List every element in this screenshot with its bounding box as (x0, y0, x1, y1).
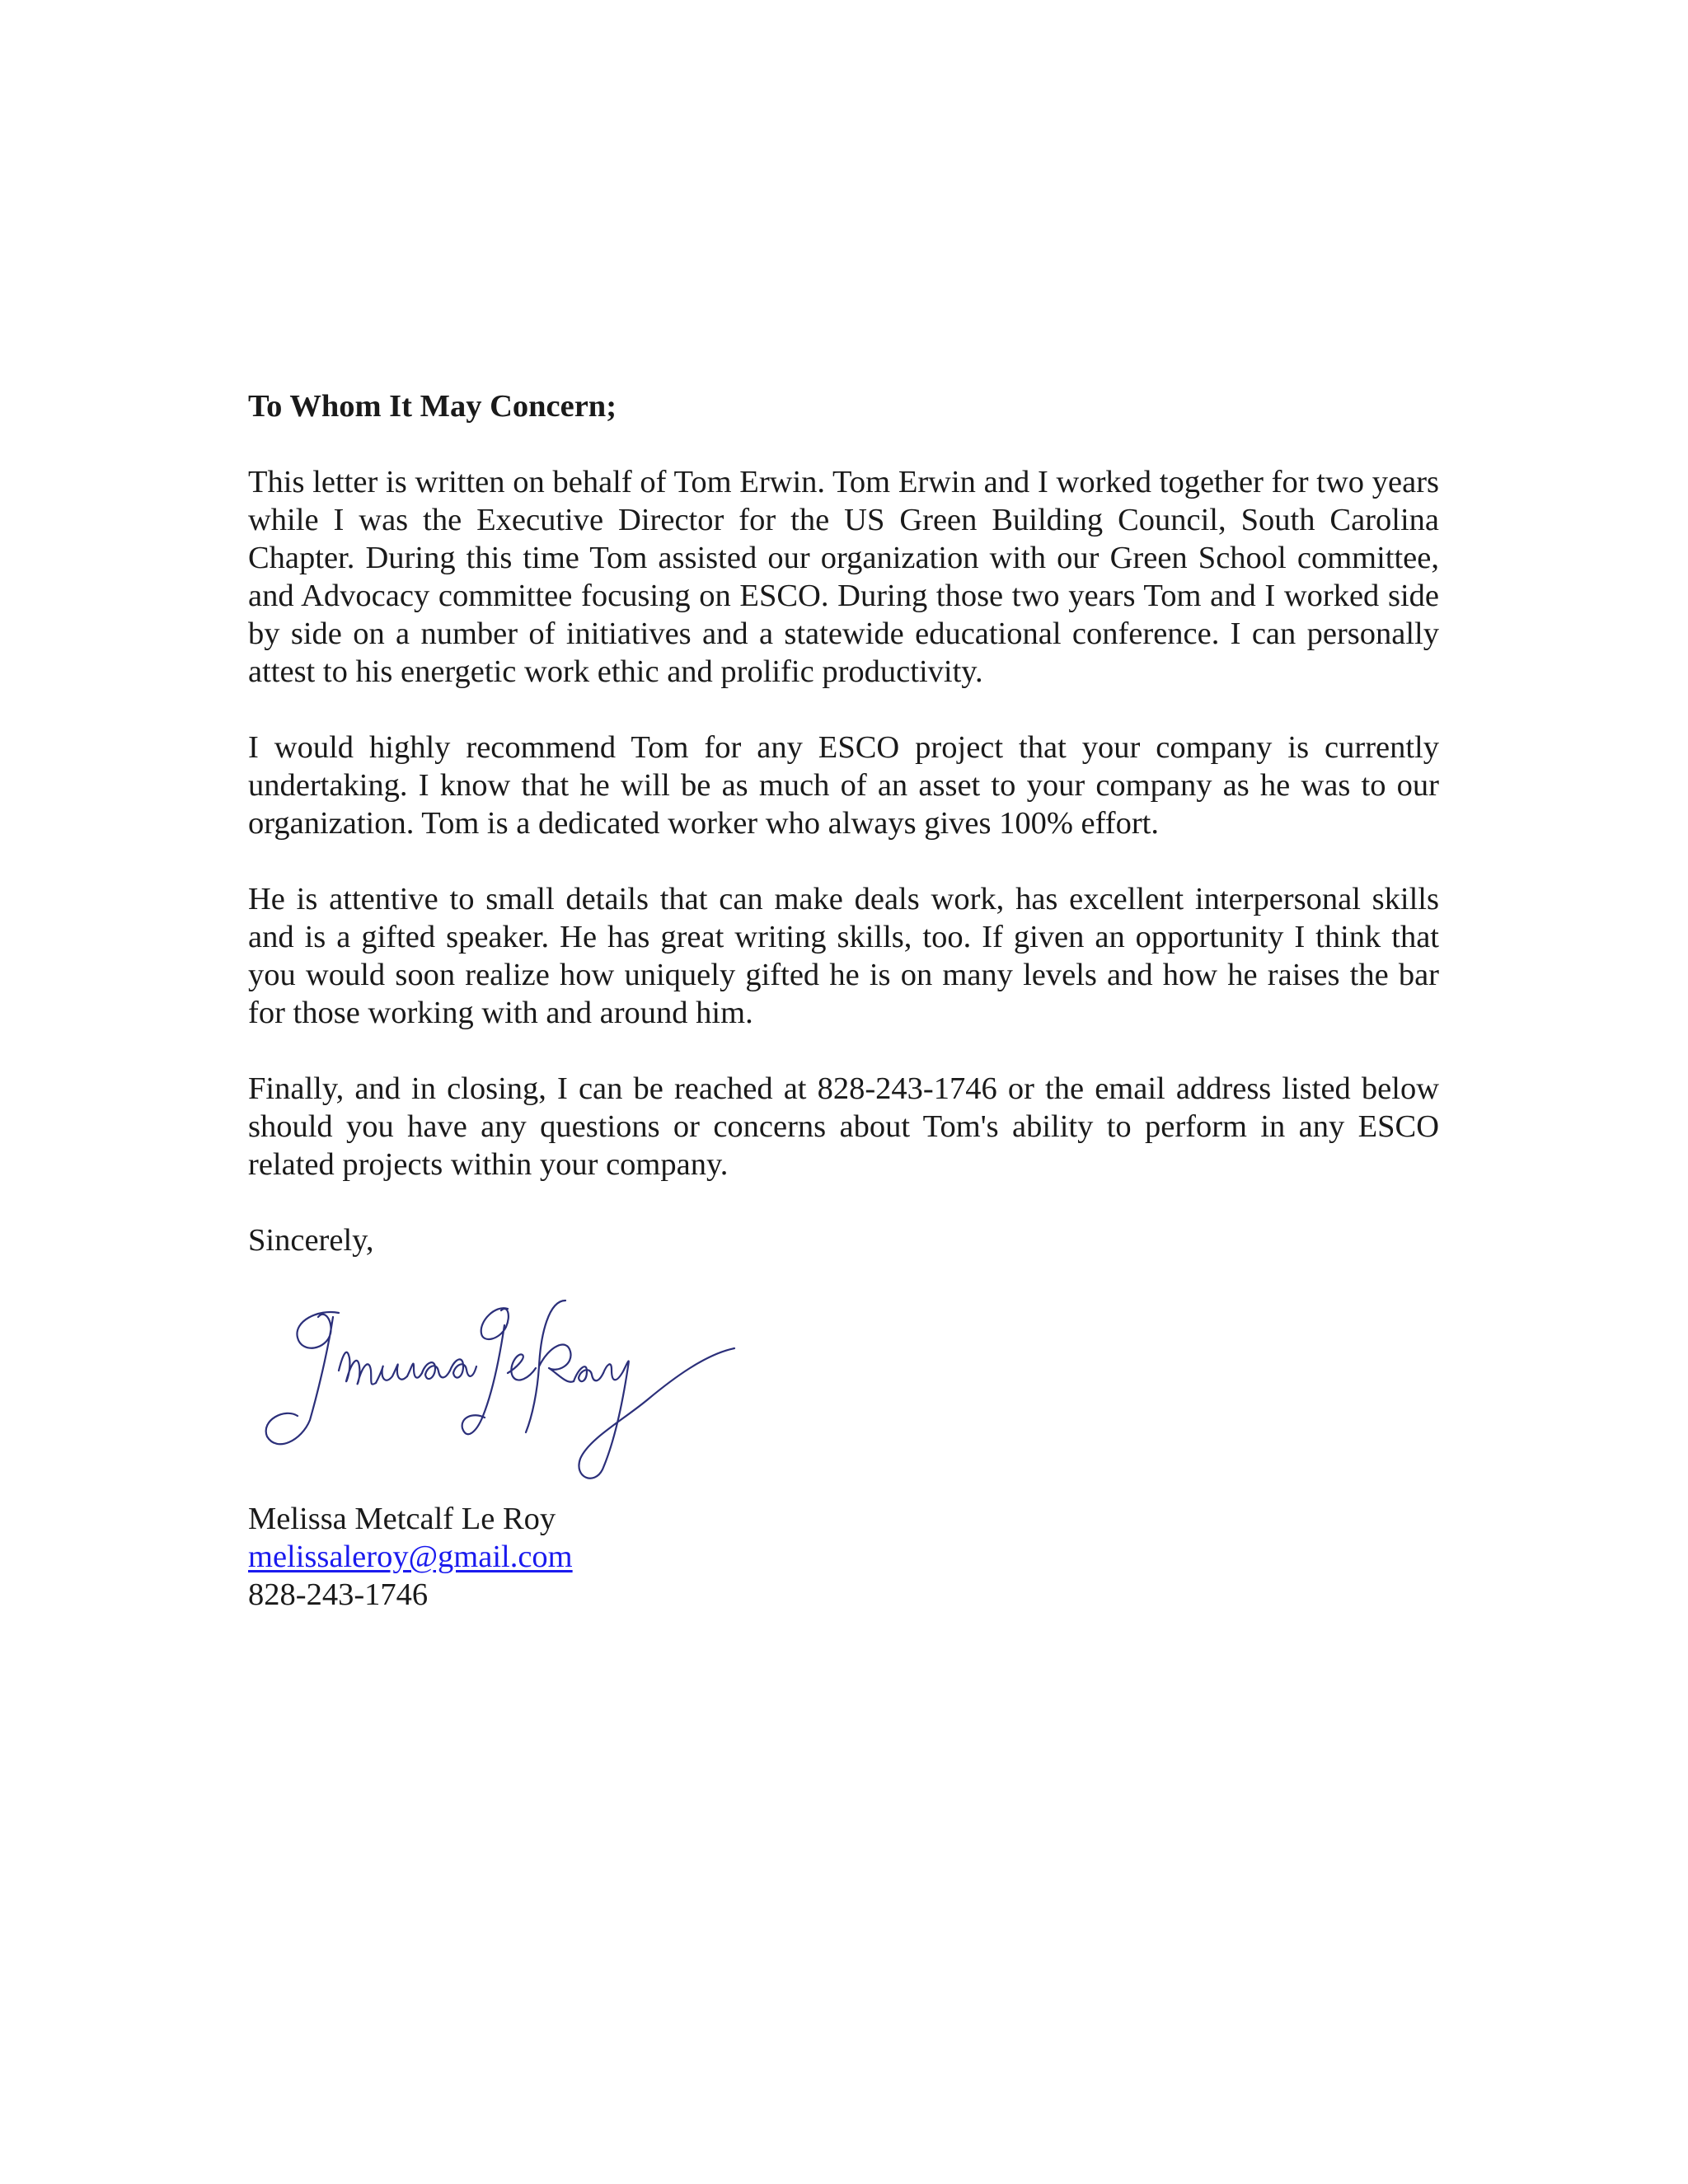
paragraph-introduction: This letter is written on behalf of Tom Erwin. Tom Erwin and I worked together for two years while I was the Executive Director for the US Green Building Council, South Carolina Chapter. During this time Tom assisted our organization with our Green School committee, and Advocacy committee focusing on ESCO. During those two years Tom and I worked side by side on a number of initiatives and a statewide educational conference. I can personally attest to his energetic work ethic and prolific productivity. (248, 465, 1439, 689)
signer-name: Melissa Metcalf Le Roy (248, 1502, 556, 1536)
salutation: To Whom It May Concern; (248, 389, 617, 424)
letter-body (248, 387, 1439, 1259)
paragraph-contact: Finally, and in closing, I can be reached at 828-243-1746 or the email address listed below should you have any questions or concerns about Tom's ability to perform in any ESCO related projects within your company. (248, 1071, 1439, 1182)
paragraph-recommendation: I would highly recommend Tom for any ESCO project that your company is currently undertaking. I know that he will be as much of an asset to your company as he was to our organization. Tom is a dedicated worker who always gives 100% effort. (248, 730, 1439, 841)
handwritten-signature (260, 1276, 738, 1482)
closing: Sincerely, (248, 1223, 374, 1258)
signer-phone: 828-243-1746 (248, 1577, 429, 1612)
signer-email-link[interactable]: melissaleroy@gmail.com (248, 1540, 573, 1574)
paragraph-qualities: He is attentive to small details that can make deals work, has excellent interpersonal skills and is a gifted speaker. He has great writing skills, too. If given an opportunity I think that you would soon realize how uniquely gifted he is on many levels and how he raises the bar for those working with and around him. (248, 882, 1439, 1030)
signer-block (248, 1500, 573, 1614)
